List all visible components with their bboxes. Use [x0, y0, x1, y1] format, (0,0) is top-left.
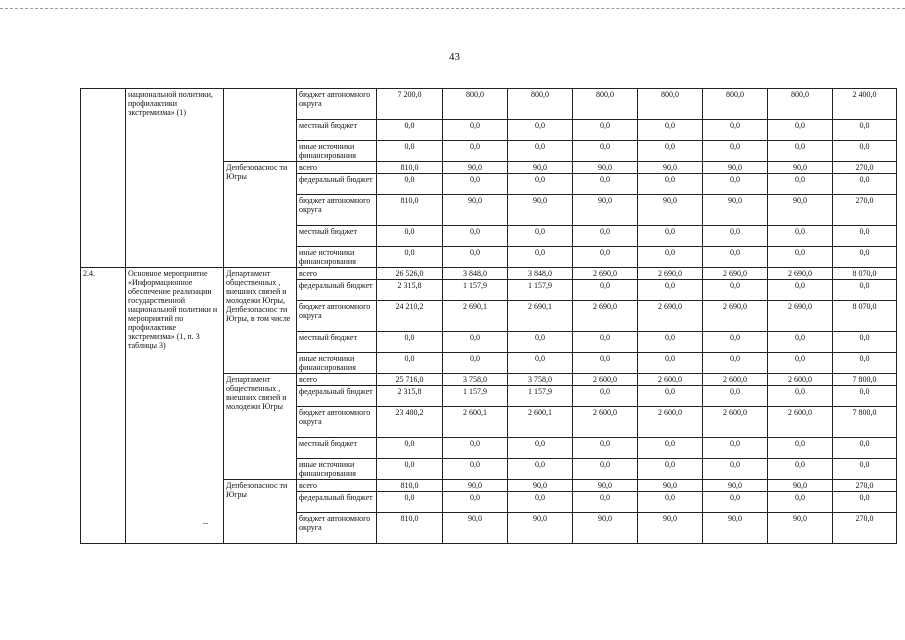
- value-cell: 0,0: [768, 353, 833, 374]
- value-cell: 0,0: [703, 247, 768, 268]
- value-cell: 8 070,0: [833, 268, 897, 280]
- value-cell: 1 157,9: [508, 280, 573, 301]
- value-cell: 800,0: [508, 89, 573, 120]
- value-cell: 0,0: [703, 438, 768, 459]
- executor-cell: Департамент общественных , внешних связей и молодежи Югры: [224, 374, 297, 480]
- row-number-cell: 2.4.: [81, 268, 126, 544]
- funding-source-cell: местный бюджет: [297, 438, 377, 459]
- value-cell: 0,0: [443, 120, 508, 141]
- value-cell: 2 690,0: [573, 301, 638, 332]
- value-cell: 0,0: [703, 492, 768, 513]
- value-cell: 0,0: [638, 141, 703, 162]
- value-cell: 0,0: [508, 332, 573, 353]
- funding-source-cell: федеральный бюджет: [297, 386, 377, 407]
- value-cell: 90,0: [573, 195, 638, 226]
- measure-name-cell: национальной политики, профилактики экстремизма» (1): [126, 89, 224, 268]
- value-cell: 0,0: [508, 492, 573, 513]
- value-cell: 0,0: [638, 120, 703, 141]
- value-cell: 0,0: [377, 226, 443, 247]
- value-cell: 0,0: [443, 438, 508, 459]
- value-cell: 0,0: [768, 141, 833, 162]
- value-cell: 0,0: [573, 492, 638, 513]
- funding-source-cell: бюджет автономного округа: [297, 195, 377, 226]
- value-cell: 0,0: [703, 226, 768, 247]
- value-cell: 90,0: [443, 162, 508, 174]
- value-cell: 0,0: [638, 174, 703, 195]
- value-cell: 90,0: [638, 162, 703, 174]
- value-cell: 23 400,2: [377, 407, 443, 438]
- funding-source-cell: всего: [297, 268, 377, 280]
- value-cell: 2 690,0: [703, 268, 768, 280]
- value-cell: 1 157,9: [443, 280, 508, 301]
- funding-source-cell: иные источники финансирования: [297, 459, 377, 480]
- value-cell: 2 690,0: [573, 268, 638, 280]
- value-cell: 2 600,0: [703, 374, 768, 386]
- value-cell: 2 315,8: [377, 280, 443, 301]
- value-cell: 0,0: [443, 492, 508, 513]
- value-cell: 0,0: [377, 332, 443, 353]
- executor-cell: [224, 89, 297, 162]
- value-cell: 90,0: [638, 195, 703, 226]
- value-cell: 0,0: [377, 459, 443, 480]
- value-cell: 0,0: [508, 247, 573, 268]
- value-cell: 0,0: [377, 353, 443, 374]
- value-cell: 2 600,1: [508, 407, 573, 438]
- value-cell: 90,0: [768, 480, 833, 492]
- measure-name-cell: Основное мероприятие «Информационное обеспечение реализации государственной национальной политики и мероприятий по профилактике экстремизма» (1, п. 3 таблицы 3): [126, 268, 224, 544]
- value-cell: 90,0: [508, 195, 573, 226]
- value-cell: 0,0: [833, 386, 897, 407]
- value-cell: 2 690,0: [638, 301, 703, 332]
- executor-cell: Департамент общественных , внешних связей и молодежи Югры, Депбезопаснос ти Югры, в том числе: [224, 268, 297, 374]
- value-cell: 2 600,0: [703, 407, 768, 438]
- value-cell: 2 600,0: [768, 407, 833, 438]
- value-cell: 270,0: [833, 195, 897, 226]
- value-cell: 24 210,2: [377, 301, 443, 332]
- value-cell: 0,0: [833, 141, 897, 162]
- value-cell: 0,0: [443, 141, 508, 162]
- executor-cell: Депбезопаснос ти Югры: [224, 162, 297, 268]
- value-cell: 90,0: [508, 162, 573, 174]
- value-cell: 90,0: [508, 480, 573, 492]
- value-cell: 90,0: [638, 513, 703, 544]
- funding-source-cell: местный бюджет: [297, 226, 377, 247]
- value-cell: 0,0: [703, 386, 768, 407]
- value-cell: 0,0: [833, 174, 897, 195]
- value-cell: 0,0: [573, 438, 638, 459]
- value-cell: 0,0: [508, 353, 573, 374]
- value-cell: 800,0: [443, 89, 508, 120]
- funding-source-cell: бюджет автономного округа: [297, 301, 377, 332]
- value-cell: 0,0: [573, 141, 638, 162]
- value-cell: 810,0: [377, 513, 443, 544]
- value-cell: 2 690,1: [443, 301, 508, 332]
- value-cell: 270,0: [833, 480, 897, 492]
- value-cell: 0,0: [508, 120, 573, 141]
- value-cell: 0,0: [573, 247, 638, 268]
- value-cell: 90,0: [768, 195, 833, 226]
- value-cell: 25 716,0: [377, 374, 443, 386]
- value-cell: 0,0: [377, 492, 443, 513]
- value-cell: 0,0: [768, 247, 833, 268]
- value-cell: 90,0: [768, 513, 833, 544]
- value-cell: 0,0: [833, 438, 897, 459]
- value-cell: 2 315,8: [377, 386, 443, 407]
- value-cell: 810,0: [377, 195, 443, 226]
- value-cell: 3 758,0: [443, 374, 508, 386]
- value-cell: 7 800,0: [833, 374, 897, 386]
- value-cell: 0,0: [833, 492, 897, 513]
- value-cell: 90,0: [703, 480, 768, 492]
- value-cell: 270,0: [833, 513, 897, 544]
- funding-source-cell: иные источники финансирования: [297, 247, 377, 268]
- funding-source-cell: иные источники финансирования: [297, 353, 377, 374]
- funding-source-cell: федеральный бюджет: [297, 280, 377, 301]
- value-cell: 2 600,0: [573, 407, 638, 438]
- funding-source-cell: федеральный бюджет: [297, 174, 377, 195]
- value-cell: 800,0: [703, 89, 768, 120]
- value-cell: 0,0: [703, 174, 768, 195]
- value-cell: 0,0: [833, 459, 897, 480]
- value-cell: 0,0: [768, 492, 833, 513]
- value-cell: 90,0: [703, 162, 768, 174]
- value-cell: 0,0: [508, 226, 573, 247]
- value-cell: 0,0: [833, 332, 897, 353]
- table-row: [81, 89, 897, 120]
- value-cell: 810,0: [377, 480, 443, 492]
- value-cell: 1 157,9: [443, 386, 508, 407]
- value-cell: 2 600,0: [638, 407, 703, 438]
- value-cell: 0,0: [573, 174, 638, 195]
- value-cell: 0,0: [573, 353, 638, 374]
- funding-source-cell: бюджет автономного округа: [297, 89, 377, 120]
- value-cell: 0,0: [833, 353, 897, 374]
- value-cell: 1 157,9: [508, 386, 573, 407]
- value-cell: 0,0: [703, 459, 768, 480]
- value-cell: 800,0: [768, 89, 833, 120]
- table-row: [81, 268, 897, 280]
- value-cell: 3 848,0: [443, 268, 508, 280]
- value-cell: 0,0: [573, 120, 638, 141]
- value-cell: 0,0: [703, 280, 768, 301]
- value-cell: 0,0: [638, 247, 703, 268]
- value-cell: 26 526,0: [377, 268, 443, 280]
- value-cell: 0,0: [638, 353, 703, 374]
- row-number-cell: [81, 89, 126, 268]
- value-cell: 0,0: [638, 459, 703, 480]
- funding-source-cell: федеральный бюджет: [297, 492, 377, 513]
- value-cell: 0,0: [833, 226, 897, 247]
- value-cell: 0,0: [703, 141, 768, 162]
- value-cell: 90,0: [443, 195, 508, 226]
- value-cell: 0,0: [443, 247, 508, 268]
- funding-source-cell: бюджет автономного округа: [297, 407, 377, 438]
- value-cell: 0,0: [638, 226, 703, 247]
- value-cell: 0,0: [768, 120, 833, 141]
- value-cell: 8 070,0: [833, 301, 897, 332]
- value-cell: 90,0: [703, 195, 768, 226]
- value-cell: 0,0: [573, 332, 638, 353]
- value-cell: 0,0: [768, 174, 833, 195]
- value-cell: 0,0: [573, 386, 638, 407]
- funding-source-cell: местный бюджет: [297, 332, 377, 353]
- value-cell: 0,0: [443, 332, 508, 353]
- value-cell: 90,0: [508, 513, 573, 544]
- value-cell: 0,0: [377, 120, 443, 141]
- value-cell: 90,0: [638, 480, 703, 492]
- value-cell: 0,0: [508, 141, 573, 162]
- value-cell: 90,0: [443, 513, 508, 544]
- value-cell: 90,0: [768, 162, 833, 174]
- value-cell: 0,0: [443, 459, 508, 480]
- value-cell: 810,0: [377, 162, 443, 174]
- value-cell: 90,0: [573, 513, 638, 544]
- value-cell: 0,0: [703, 332, 768, 353]
- value-cell: 0,0: [768, 386, 833, 407]
- funding-source-cell: всего: [297, 162, 377, 174]
- value-cell: 2 600,0: [768, 374, 833, 386]
- value-cell: 0,0: [573, 459, 638, 480]
- value-cell: 0,0: [833, 280, 897, 301]
- value-cell: 0,0: [377, 438, 443, 459]
- value-cell: 0,0: [638, 438, 703, 459]
- value-cell: 0,0: [703, 353, 768, 374]
- funding-source-cell: иные источники финансирования: [297, 141, 377, 162]
- value-cell: 0,0: [377, 174, 443, 195]
- value-cell: 0,0: [573, 226, 638, 247]
- value-cell: 0,0: [638, 386, 703, 407]
- value-cell: 3 848,0: [508, 268, 573, 280]
- value-cell: 90,0: [703, 513, 768, 544]
- value-cell: 2 600,0: [573, 374, 638, 386]
- value-cell: 2 690,0: [768, 301, 833, 332]
- value-cell: 0,0: [638, 332, 703, 353]
- value-cell: 90,0: [573, 162, 638, 174]
- value-cell: 0,0: [508, 174, 573, 195]
- value-cell: 0,0: [768, 332, 833, 353]
- value-cell: 0,0: [833, 120, 897, 141]
- funding-source-cell: всего: [297, 374, 377, 386]
- value-cell: 0,0: [443, 174, 508, 195]
- funding-source-cell: бюджет автономного округа: [297, 513, 377, 544]
- value-cell: 0,0: [443, 353, 508, 374]
- value-cell: 0,0: [573, 280, 638, 301]
- value-cell: 7 800,0: [833, 407, 897, 438]
- value-cell: 0,0: [768, 438, 833, 459]
- funding-source-cell: всего: [297, 480, 377, 492]
- value-cell: 2 400,0: [833, 89, 897, 120]
- value-cell: 0,0: [638, 280, 703, 301]
- value-cell: 0,0: [768, 459, 833, 480]
- value-cell: 7 200,0: [377, 89, 443, 120]
- value-cell: 800,0: [638, 89, 703, 120]
- value-cell: 0,0: [377, 247, 443, 268]
- value-cell: 0,0: [833, 247, 897, 268]
- value-cell: 2 690,1: [508, 301, 573, 332]
- value-cell: 2 690,0: [768, 268, 833, 280]
- value-cell: 0,0: [638, 492, 703, 513]
- value-cell: 0,0: [443, 226, 508, 247]
- value-cell: 0,0: [377, 141, 443, 162]
- value-cell: 3 758,0: [508, 374, 573, 386]
- value-cell: 0,0: [768, 226, 833, 247]
- value-cell: 0,0: [703, 120, 768, 141]
- stray-mark: –: [203, 518, 208, 529]
- value-cell: 0,0: [768, 280, 833, 301]
- value-cell: 2 600,1: [443, 407, 508, 438]
- value-cell: 800,0: [573, 89, 638, 120]
- value-cell: 2 600,0: [638, 374, 703, 386]
- value-cell: 90,0: [443, 480, 508, 492]
- funding-source-cell: местный бюджет: [297, 120, 377, 141]
- value-cell: 0,0: [508, 459, 573, 480]
- budget-table: [80, 88, 897, 544]
- scan-edge-line: [0, 8, 905, 9]
- value-cell: 270,0: [833, 162, 897, 174]
- value-cell: 0,0: [508, 438, 573, 459]
- value-cell: 2 690,0: [638, 268, 703, 280]
- executor-cell: Депбезопаснос ти Югры: [224, 480, 297, 544]
- value-cell: 90,0: [573, 480, 638, 492]
- value-cell: 2 690,0: [703, 301, 768, 332]
- page-number: 43: [449, 51, 460, 63]
